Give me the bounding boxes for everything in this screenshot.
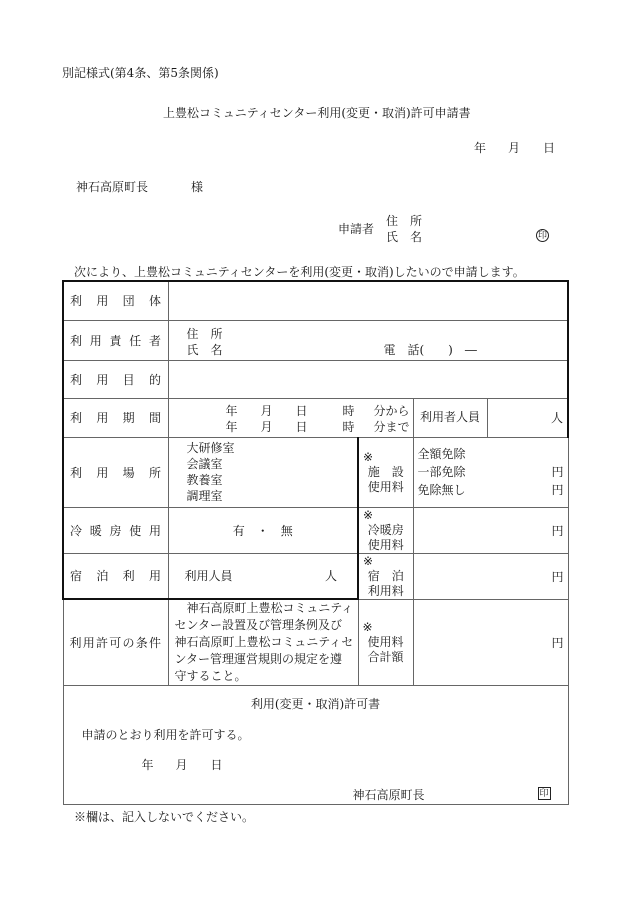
responsible-label: 利用責任者 (63, 320, 168, 360)
users-unit: 人 (550, 411, 563, 425)
place-option: 調理室 (186, 489, 223, 503)
condition-label: 利用許可の条件 (63, 599, 168, 686)
applicant-label: 申請者 (338, 222, 375, 236)
permit-issuer: 神石高原町長 (352, 788, 425, 802)
users-label: 利用者人員 (413, 398, 487, 437)
intro-text: 次により、上豊松コミュニティセンターを利用(変更・取消)したいので申請します。 (74, 265, 525, 279)
purpose-field[interactable] (168, 360, 568, 398)
facility-fee-label-line1: 施 設 (367, 464, 404, 479)
period-field[interactable] (168, 398, 413, 437)
period-start-year: 年 (225, 404, 238, 418)
permit-date-day: 日 (210, 758, 223, 772)
resp-phone-label: 電 話( ) ― (383, 343, 477, 357)
period-start-hour: 時 (342, 404, 355, 418)
period-end-day: 日 (295, 420, 308, 434)
responsible-field[interactable] (168, 320, 568, 360)
period-end-month: 月 (260, 420, 273, 434)
date-day-label: 日 (543, 141, 556, 155)
addressee-name: 神石高原町長 (76, 180, 149, 194)
permit-section (63, 686, 568, 805)
stay-fee-field (413, 553, 568, 599)
application-form-table (62, 280, 569, 805)
total-fee-field (413, 599, 568, 686)
place-label: 利用場所 (63, 437, 168, 507)
period-start-day: 日 (295, 404, 308, 418)
place-option: 大研修室 (186, 441, 235, 455)
exemption-full: 全額免除 (417, 447, 466, 461)
period-start-month: 月 (260, 404, 273, 418)
total-fee-label-line2: 合計額 (367, 649, 404, 664)
facility-fee-field (413, 437, 568, 507)
permit-seal-icon: 印 (539, 789, 549, 799)
applicant-seal-icon: 印 (537, 231, 547, 241)
group-label: 利用団体 (63, 281, 168, 320)
yen-unit: 円 (551, 483, 564, 497)
total-fee-label-line1: 使用料 (367, 634, 404, 649)
exemption-none: 免除無し (417, 483, 466, 497)
ac-fee-label (358, 507, 413, 553)
footnote: ※欄は、記入しないでください。 (74, 810, 255, 824)
facility-fee-label (358, 437, 413, 507)
purpose-label: 利用目的 (63, 360, 168, 398)
total-fee-mark: ※ (362, 619, 373, 634)
place-field[interactable] (168, 437, 358, 507)
permit-title: 利用(変更・取消)許可書 (250, 697, 381, 711)
ac-options[interactable]: 有 ・ 無 (168, 507, 358, 553)
yen-unit: 円 (551, 635, 564, 650)
group-field[interactable] (168, 281, 568, 320)
period-end-year: 年 (225, 420, 238, 434)
permit-date-month: 月 (175, 758, 188, 772)
ac-fee-label-line2: 使用料 (367, 537, 404, 552)
period-label: 利用期間 (63, 398, 168, 437)
ac-fee-mark: ※ (363, 507, 374, 522)
stay-fee-label-line1: 宿 泊 (367, 568, 404, 583)
permit-text: 申請のとおり利用を許可する。 (81, 728, 250, 742)
stay-fee-label-line2: 利用料 (367, 583, 404, 598)
place-option: 教養室 (186, 473, 223, 487)
facility-fee-mark: ※ (363, 449, 374, 464)
date-month-label: 月 (508, 141, 521, 155)
addressee-honorific: 様 (191, 180, 204, 194)
exemption-partial: 一部免除 (417, 465, 466, 479)
yen-unit: 円 (551, 465, 564, 479)
document-title: 上豊松コミュニティセンター利用(変更・取消)許可申請書 (163, 106, 471, 120)
condition-text: 神石高原町上豊松コミュニティセンター設置及び管理条例及び神石高原町上豊松コミュニティセンター管理運営規則の規定を遵守すること。 (168, 599, 358, 686)
applicant-name-label: 氏 名 (386, 230, 423, 244)
yen-unit: 円 (551, 569, 564, 584)
resp-address-label: 住 所 (186, 327, 223, 341)
period-end-hour: 時 (342, 420, 355, 434)
form-number: 別記様式(第4条、第5条関係) (62, 66, 219, 80)
period-end-minute: 分まで (373, 420, 410, 434)
resp-name-label: 氏 名 (186, 343, 223, 357)
ac-fee-field (413, 507, 568, 553)
period-start-minute: 分から (373, 404, 410, 418)
yen-unit: 円 (551, 523, 564, 538)
stay-fee-label (358, 553, 413, 599)
permit-date-year: 年 (141, 758, 154, 772)
applicant-address-label: 住 所 (386, 214, 423, 228)
facility-fee-label-line2: 使用料 (367, 479, 404, 494)
users-field[interactable] (487, 398, 568, 437)
date-year-label: 年 (474, 141, 487, 155)
ac-fee-label-line1: 冷暖房 (367, 522, 404, 537)
stay-fee-mark: ※ (363, 553, 374, 568)
stay-persons-label: 利用人員 (184, 569, 233, 584)
place-option: 会議室 (186, 457, 223, 471)
stay-field[interactable] (168, 553, 358, 599)
stay-label: 宿泊利用 (63, 553, 168, 599)
ac-label: 冷暖房使用 (63, 507, 168, 553)
total-fee-label (358, 599, 413, 686)
stay-persons-unit: 人 (324, 569, 337, 584)
